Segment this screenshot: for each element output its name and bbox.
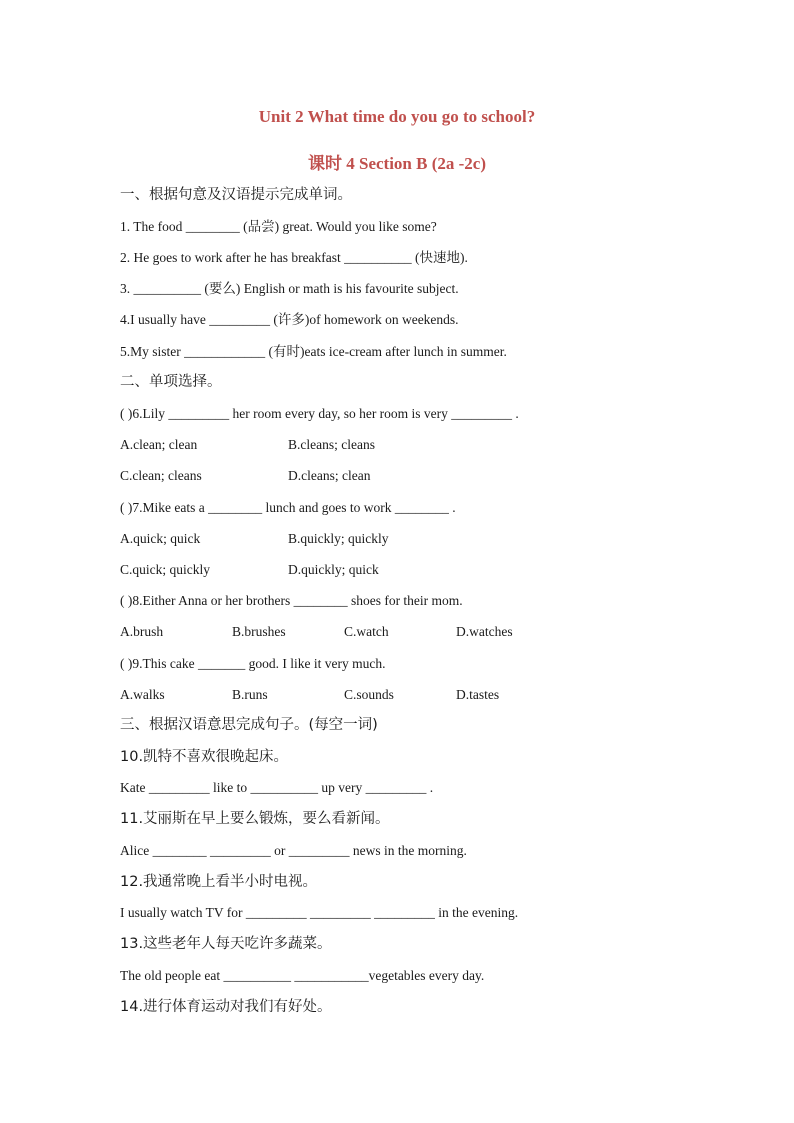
- question-12-chinese: 12.我通常晚上看半小时电视。: [120, 874, 318, 890]
- question-8-stem: ( )8.Either Anna or her brothers ________ shoes for their mom.: [120, 593, 463, 608]
- question-1: 1. The food ________ (品尝) great. Would you like some?: [120, 219, 437, 234]
- question-6-options-row2: [120, 467, 704, 485]
- option-b: B.runs: [232, 687, 268, 702]
- option-b: B.brushes: [232, 624, 286, 639]
- option-a: A.brush: [120, 624, 164, 639]
- section2-heading: 二、单项选择。: [120, 374, 222, 390]
- question-7-options-row2: [120, 561, 704, 579]
- section3-heading: 三、根据汉语意思完成句子。(每空一词): [120, 717, 378, 733]
- question-7-stem: ( )7.Mike eats a ________ lunch and goes to work ________ .: [120, 500, 456, 515]
- question-6-options-row1: [120, 436, 704, 454]
- question-10-chinese: 10.凯特不喜欢很晚起床。: [120, 749, 289, 765]
- question-13-chinese: 13.这些老年人每天吃许多蔬菜。: [120, 936, 332, 952]
- question-10-english: Kate _________ like to __________ up very _________ .: [120, 780, 434, 795]
- question-11-english: Alice ________ _________ or _________ news in the morning.: [120, 843, 467, 858]
- question-13-english: The old people eat __________ ___________vegetables every day.: [120, 968, 485, 983]
- option-b: B.cleans; cleans: [288, 437, 375, 452]
- option-a: A.walks: [120, 687, 165, 702]
- question-7-options-row1: [120, 530, 704, 548]
- question-4: 4.I usually have _________ (许多)of homework on weekends.: [120, 312, 459, 327]
- option-d: D.watches: [456, 624, 513, 639]
- question-12-english: I usually watch TV for _________ _________ _________ in the evening.: [120, 905, 519, 920]
- option-d: D.tastes: [456, 687, 500, 702]
- option-c: C.sounds: [344, 687, 394, 702]
- question-11-chinese: 11.艾丽斯在早上要么锻炼，要么看新闻。: [120, 811, 390, 827]
- question-2: 2. He goes to work after he has breakfast __________ (快速地).: [120, 250, 468, 265]
- option-a: A.clean; clean: [120, 437, 198, 452]
- question-9-options: [120, 686, 704, 704]
- page-subtitle: 课时 4 Section B (2a -2c): [307, 154, 486, 173]
- question-9-stem: ( )9.This cake _______ good. I like it very much.: [120, 656, 386, 671]
- question-5: 5.My sister ____________ (有时)eats ice-cream after lunch in summer.: [120, 344, 507, 359]
- section1-heading: 一、根据句意及汉语提示完成单词。: [120, 187, 352, 203]
- option-c: C.quick; quickly: [120, 562, 210, 577]
- option-b: B.quickly; quickly: [288, 531, 389, 546]
- option-c: C.clean; cleans: [120, 468, 202, 483]
- question-8-options: [120, 623, 704, 641]
- option-d: D.quickly; quick: [288, 562, 379, 577]
- question-3: 3. __________ (要么) English or math is his favourite subject.: [120, 281, 459, 296]
- question-6-stem: ( )6.Lily _________ her room every day, so her room is very _________ .: [120, 406, 519, 421]
- option-a: A.quick; quick: [120, 531, 201, 546]
- page-title: Unit 2 What time do you go to school?: [258, 107, 536, 126]
- option-d: D.cleans; clean: [288, 468, 371, 483]
- question-14-chinese: 14.进行体育运动对我们有好处。: [120, 999, 332, 1015]
- option-c: C.watch: [344, 624, 389, 639]
